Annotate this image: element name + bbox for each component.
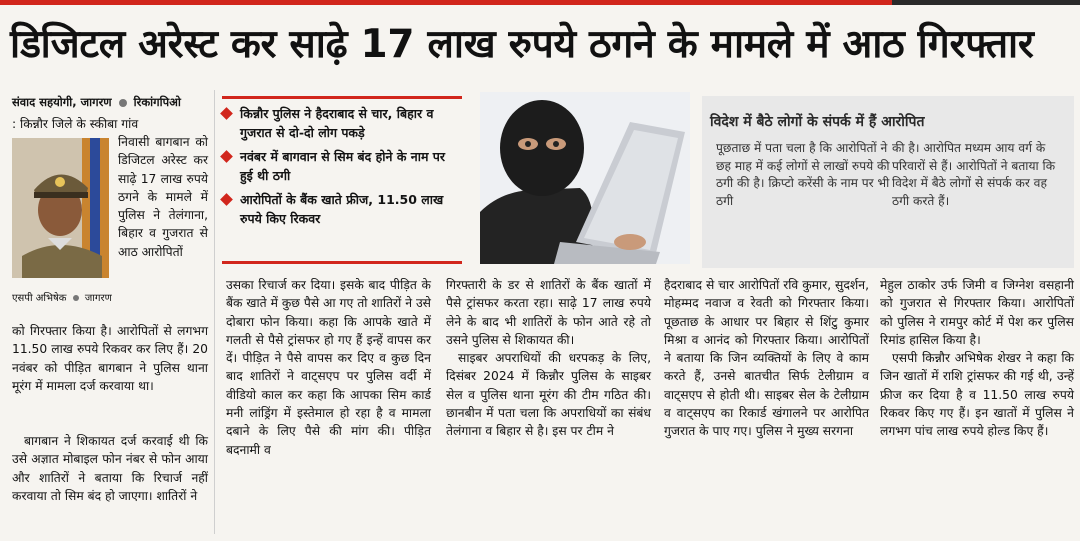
col4-para-1: हैदराबाद से चार आरोपितों रवि कुमार, सुदर्शन, मोहम्मद नवाज व रेवती को गिरफ्तार किया। पूछताछ के आधार पर बिहार से शिंटु कुमार मिश्रा व आनंद को गिरफ्तार किया। आरोपितों ने बताया कि जिन व्यक्तियों के लिए वे काम करते हैं, उनसे बातचीत सिर्फ टेलीग्राम व वाट्सएप से होती थी। साइबर सेल के टेलीग्राम व वाट्सएप का रिकार्ड खंगालने पर आरोपित गुजरात के पाए गए। पुलिस ने मुख्य सरगना — [664, 278, 869, 439]
caption-credit: जागरण — [84, 293, 112, 304]
byline — [12, 95, 208, 110]
col5-para-2: एसपी किन्नौर अभिषेक शेखर ने कहा कि जिन खातों में राशि ट्रांसफर की गई थी, उन्हें फ्रीज कर दिया है व 11.50 लाख रुपये रिकवर किए गए हैं। इन खातों में पुलिस ने लगभग पांच लाख रुपये होल्ड किए हैं। — [880, 351, 1074, 439]
col1-intro: : किन्नौर जिले के स्कीबा गांव — [12, 117, 139, 131]
col1-right-text — [118, 133, 208, 261]
headline: डिजिटल अरेस्ट कर साढ़े 17 लाख रुपये ठगने के मामले में आठ गिरफ्तार — [10, 22, 1034, 67]
sidebar-box — [702, 96, 1074, 268]
byline-reporter: संवाद सहयोगी, जागरण — [12, 95, 112, 109]
highlight-item: किन्नौर पुलिस ने हैदराबाद से चार, बिहार व गुजरात से दो-दो लोग पकड़े — [222, 105, 462, 142]
column-divider — [214, 90, 215, 534]
bullet-icon — [119, 99, 127, 107]
hacker-laptop-icon — [480, 92, 690, 264]
sidebox-text-left: पूछताछ में पता चला है कि आरोपितों ने छह माह में कई लोगों से लाखों रुपये की ठगी की है। क्रिप्टो करेंसी के नाम पर भी ठगी — [716, 141, 890, 208]
col1-intro-right: निवासी बागबान को डिजिटल अरेस्ट कर साढ़े 17 लाख रुपये ठगने के मामले में पुलिस ने तेलंगाना, बिहार व गुजरात से आठ आरोपितों — [118, 135, 208, 259]
caption-name: एसपी अभिषेक — [12, 293, 67, 304]
highlight-item: नवंबर में बागवान से सिम बंद होने के नाम पर हुई थी ठगी — [222, 148, 462, 185]
sidebox-title: विदेश में बैठे लोगों के संपर्क में हैं आरोपित — [710, 114, 925, 130]
highlights-box — [222, 96, 462, 264]
diamond-bullet-icon — [220, 107, 233, 120]
col5-para-1: मेहुल ठाकोर उर्फ जिमी व जिग्नेश वसहानी को गुजरात से गिरफ्तार किया। आरोपितों को पुलिस ने रामपुर कोर्ट में पेश कर पुलिस रिमांड हासिल किया है। — [880, 278, 1074, 347]
diamond-bullet-icon — [220, 193, 233, 206]
diamond-bullet-icon — [220, 150, 233, 163]
column-2 — [226, 276, 431, 459]
col1-para-2: बागबान ने शिकायत दर्ज करवाई थी कि उसे अज्ञात मोबाइल फोन नंबर से फोन आया और शातिरों ने बताया कि रिचार्ज नहीं करवाया तो सिम बंद हो जाएगा। शातिरों ने — [12, 434, 208, 503]
highlight-item: आरोपितों के बैंक खाते फ्रीज, 11.50 लाख रुपये किए रिकवर — [222, 191, 462, 228]
column-5 — [880, 276, 1074, 441]
sp-photo — [12, 138, 109, 278]
photo-caption — [12, 290, 112, 304]
col1-para-1: को गिरफ्तार किया है। आरोपितों से लगभग 11.50 लाख रुपये रिकवर कर लिए हैं। 20 नवंबर को पीड़ित बागबान ने पुलिस थाना मूरंग में मामला दर्ज करवाया था। — [12, 324, 208, 393]
police-officer-icon — [12, 138, 109, 278]
column-4 — [664, 276, 869, 441]
bullet-icon — [73, 295, 79, 301]
byline-place: रिकांगपिओ — [133, 95, 181, 109]
col3-para-2: साइबर अपराधियों की धरपकड़ के लिए, दिसंबर 2024 में किन्नौर पुलिस के साइबर सेल व पुलिस थाना मूरंग की टीम गठित की। छानबीन में पता चला कि अपराधियों का संबंध तेलंगाना व बिहार से है। इस पर टीम ने — [446, 351, 651, 439]
sidebox-text-right: की है। आरोपित मध्यम आय वर्ग के परिवारों से हैं। आरोपितों ने बताया कि विदेश में बैठे लोगों से संपर्क कर वह ठगी करते हैं। — [892, 141, 1056, 208]
col3-para-1: गिरफ्तारी के डर से शातिरों के बैंक खातों में पैसे ट्रांसफर करता रहा। साढ़े 17 लाख रुपये लेने के बाद भी शातिरों के फोन आते रहे तो उसने पुलिस से शिकायत की। — [446, 278, 651, 347]
col2-para-1: उसका रिचार्ज कर दिया। इसके बाद पीड़ित के बैंक खाते में कुछ पैसे आ गए तो शातिरों ने उसे दोबारा फोन किया। कहा कि आपके खाते में गलती से पैसे ट्रांसफर हो गए हैं इन्हें वापस कर दें। पीड़ित ने पैसे वापस कर दिए व कुछ दिन बाद शातिरों ने वाट्सएप पर पुलिस वर्दी में वीडियो काल कर कहा कि आपका सिम कार्ड मनी लांड्रिंग में इस्तेमाल हो रहा है व मामला दबाने के लिए पैसे की मांग की। पीड़ित बदनामी व — [226, 278, 431, 457]
hacker-image — [480, 92, 690, 264]
top-dark-rule — [892, 0, 1080, 5]
column-3 — [446, 276, 651, 441]
